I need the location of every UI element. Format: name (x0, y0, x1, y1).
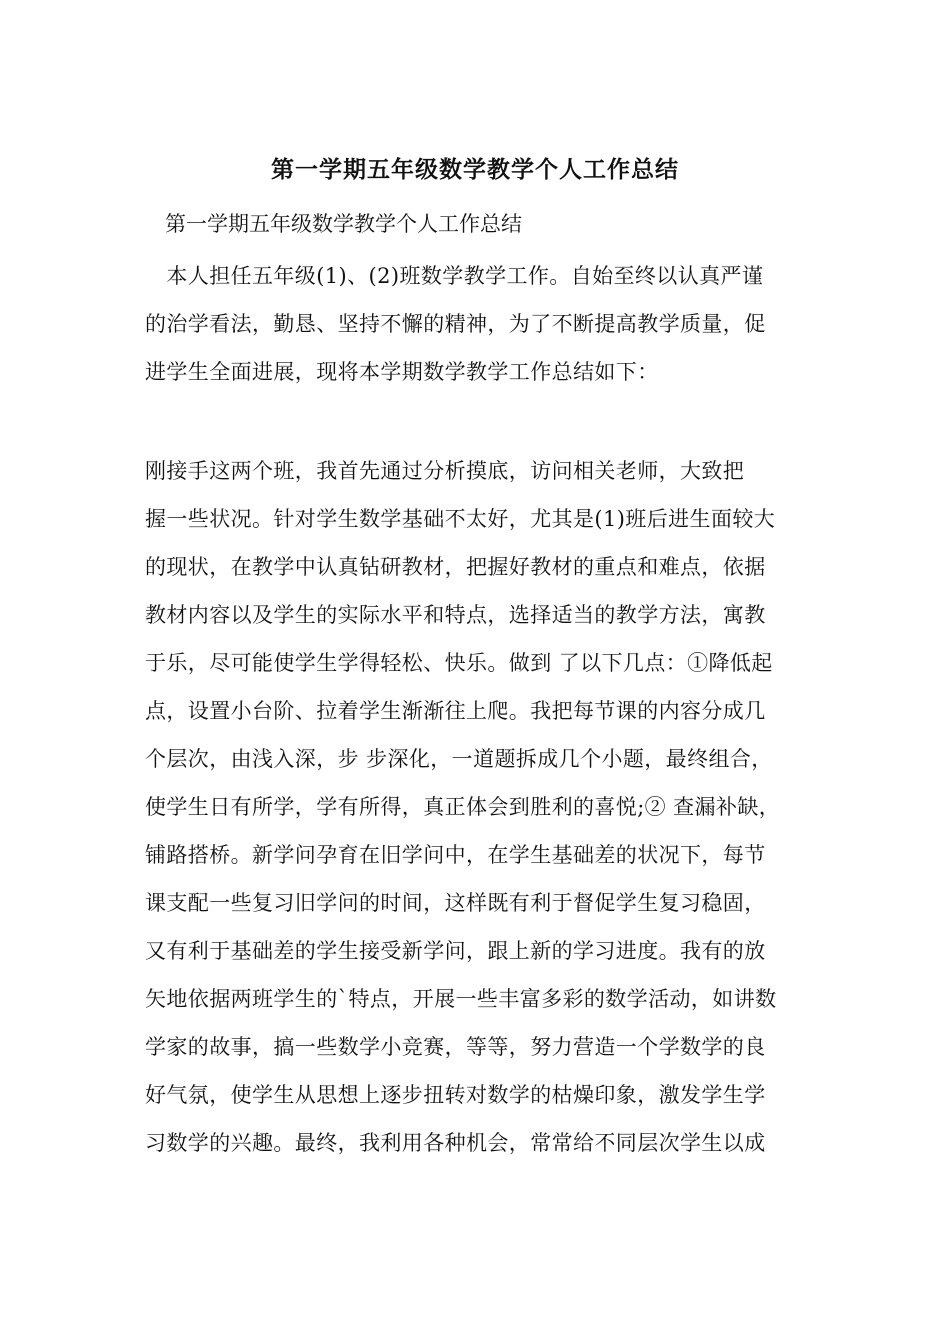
paragraph-line: 习数学的兴趣。最终，我利用各种机会，常常给不同层次学生以成 (145, 1131, 766, 1155)
paragraph-line: 使学生日有所学，学有所得，真正体会到胜利的喜悦;② 查漏补缺， (145, 795, 781, 819)
paragraph-line: 好气氛，使学生从思想上逐步扭转对数学的枯燥印象，激发学生学 (145, 1083, 766, 1107)
paragraph-line: 于乐，尽可能使学生学得轻松、快乐。做到 了以下几点：①降低起 (145, 651, 773, 675)
document-title: 第一学期五年级数学教学个人工作总结 (271, 156, 679, 183)
paragraph-body (145, 447, 835, 1167)
paragraph-line: 进学生全面进展，现将本学期数学教学工作总结如下： (145, 360, 659, 384)
paragraph-line: 学家的故事，搞一些数学小竞赛，等等，努力营造一个学数学的良 (145, 1035, 766, 1059)
paragraph-line: 铺路搭桥。新学问孕育在旧学问中，在学生基础差的状况下，每节 (145, 843, 766, 867)
paragraph-line: 点，设置小台阶、拉着学生渐渐往上爬。我把每节课的内容分成几 (145, 699, 766, 723)
document-subtitle: 第一学期五年级数学教学个人工作总结 (165, 212, 522, 236)
paragraph-intro (145, 252, 835, 396)
paragraph-line: 课支配一些复习旧学问的时间，这样既有利于督促学生复习稳固， (145, 891, 766, 915)
paragraph-line: 握一些状况。针对学生数学基础不太好，尤其是(1)班后进生面较大 (145, 507, 776, 531)
paragraph-line: 矢地依据两班学生的`特点，开展一些丰富多彩的数学活动，如讲数 (145, 987, 777, 1011)
paragraph-line: 的治学看法，勤恳、坚持不懈的精神，为了不断提高教学质量，促 (145, 312, 766, 336)
paragraph-line: 教材内容以及学生的实际水平和特点，选择适当的教学方法，寓教 (145, 603, 766, 627)
paragraph-line: 本人担任五年级(1)、(2)班数学教学工作。自始至终以认真严谨 (145, 264, 764, 288)
paragraph-line: 的现状，在教学中认真钻研教材，把握好教材的重点和难点，依据 (145, 555, 766, 579)
paragraph-line: 个层次，由浅入深，步 步深化，一道题拆成几个小题，最终组合， (145, 747, 773, 771)
paragraph-line: 又有利于基础差的学生接受新学问，跟上新的学习进度。我有的放 (145, 939, 766, 963)
paragraph-line: 刚接手这两个班，我首先通过分析摸底，访问相关老师，大致把 (145, 459, 745, 483)
